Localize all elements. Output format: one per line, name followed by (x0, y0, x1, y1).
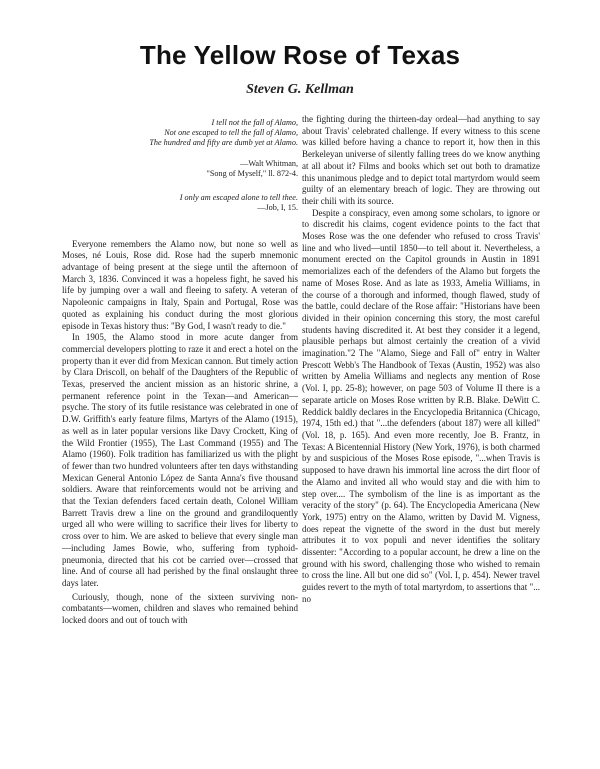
epigraph-line: Not one escaped to tell the fall of Alamo, (164, 127, 298, 137)
paragraph: the fighting during the thirteen-day ordeal—had anything to say about Travis' celebrated challenge. If every witness to this scene was killed before having a chance to report it, how then in this Berkeleyan universe of silently falling trees do we know anything at all about it? Films and books which set out both to dramatize this unanimous pledge and to depict total martyrdom would seem guilty of an elementary breach of logic. They are throwing out their chili with its source. (302, 114, 540, 206)
article-author: Steven G. Kellman (246, 82, 354, 97)
attribution-line: "Song of Myself," ll. 872-4. (206, 169, 298, 179)
left-column (62, 114, 298, 627)
article-title: The Yellow Rose of Texas (139, 40, 461, 70)
epigraph-attribution-whitman (62, 159, 298, 179)
epigraph-attribution-job (62, 203, 298, 213)
paragraph: Despite a conspiracy, even among some scholars, to ignore or to discredit his claims, cogent evidence points to the fact that Moses Rose was the one defender who refused to cross Travis' line and who lived—until 1850—to tell about it. Nevertheless, a monument erected on the Capitol grounds in Austin in 1891 memorializes each of the defenders of the Alamo but forgets the name of Moses Rose. And as late as 1933, Amelia Williams, in the course of a thorough and informed, though flawed, study of the battle, could declare of the Rose affair: "Historians have been divided in their opinion concerning this story, the most careful students having discredited it. At best they consider it a legend, plausible perhaps but almost certainly the creation of a vivid imagination."2 The "Alamo, Siege and Fall of" entry in Walter Prescott Webb's The Handbook of Texas (Austin, 1952) was also written by Amelia Williams and neglects any mention of Rose (Vol. I, pp. 25-8); however, on page 503 of Volume II there is a separate article on Moses Rose written by R.B. Blake. DeWitt C. Reddick baldly declares in the Encyclopedia Britannica (Chicago, 1974, 15th ed.) that "...the defenders (about 187) were all killed" (Vol. 18, p. 165). And even more recently, Joe B. Frantz, in Texas: A Bicentennial History (New York, 1976), is both charmed by and suspicious of the Moses Rose episode, "...when Travis is supposed to have drawn his immortal line across the dirt floor of the Alamo and invited all who would stay and die with him to step over.... The symbolism of the line is as important as the veracity of the story" (p. 64). The Encyclopedia Americana (New York, 1975) entry on the Alamo, written by David M. Vigness, does repeat the vignette of the sword in the dust but merely attributes it to vox populi and never identifies the solitary dissenter: "According to a popular account, he drew a line on the ground with his sword, challenging those who wished to remain to cross the line. All but one did so" (Vol. I, p. 454). Newer travel guides revert to the myth of total martyrdom, to assertions that "... no (302, 207, 540, 604)
paragraph: Curiously, though, none of the sixteen surviving non-combatants—women, children and slaves who remained behind locked doors and out of touch with (62, 591, 298, 626)
epigraph-job (62, 193, 298, 203)
epigraph-whitman (62, 118, 298, 147)
epigraph-line: The hundred and fifty are dumb yet at Alamo. (149, 137, 298, 147)
paragraph: In 1905, the Alamo stood in more acute danger from commercial developers plotting to raze it and erect a hotel on the property than it ever did from Mexican cannon. But timely action by Clara Driscoll, on behalf of the Daughters of the Republic of Texas, preserved the ancient mission as an historic shrine, a permanent reference point in the Texan—and American—psyche. The story of its futile resistance was celebrated in one of D.W. Griffith's early feature films, Martyrs of the Alamo (1915), as well as in later popular versions like Davy Crockett, King of the Wild Frontier (1955), The Last Command (1955) and The Alamo (1960). Folk tradition has familiarized us with the plight of fewer than two hundred volunteers after ten days withstanding Mexican General Antonio López de Santa Anna's five thousand soldiers. Aware that reinforcements would not be arriving and that the Texian defenders faced certain death, Colonel William Barrett Travis drew a line on the ground and grandiloquently urged all who were willing to sacrifice their lives for liberty to cross over to him. We are asked to believe that every single man—including James Bowie, who, suffering from typhoid-pneumonia, directed that his cot be carried over—crossed that line. And of course all had perished by the final onslaught three days later. (62, 332, 298, 588)
right-column (302, 114, 540, 606)
paragraph: Everyone remembers the Alamo now, but none so well as Moses, né Louis, Rose did. Rose had the superb mnemonic advantage of being present at the siege until the afternoon of March 3, 1836. Convinced it was a hopeless fight, he saved his life by jumping over a wall and fleeing to safety. A veteran of Napoleonic campaigns in Italy, Spain and Portugal, Rose was quoted as explaining his conduct during the most glorious episode in Texas history thus: "By God, I wasn't ready to die." (62, 238, 298, 331)
attribution-line: —Walt Whitman, (240, 159, 298, 169)
attribution-line: —Job, I, 15. (257, 202, 298, 212)
epigraph-line: I only am escaped alone to tell thee. (179, 192, 298, 202)
epigraph-line: I tell not the fall of Alamo, (211, 118, 298, 127)
left-body (62, 239, 298, 627)
